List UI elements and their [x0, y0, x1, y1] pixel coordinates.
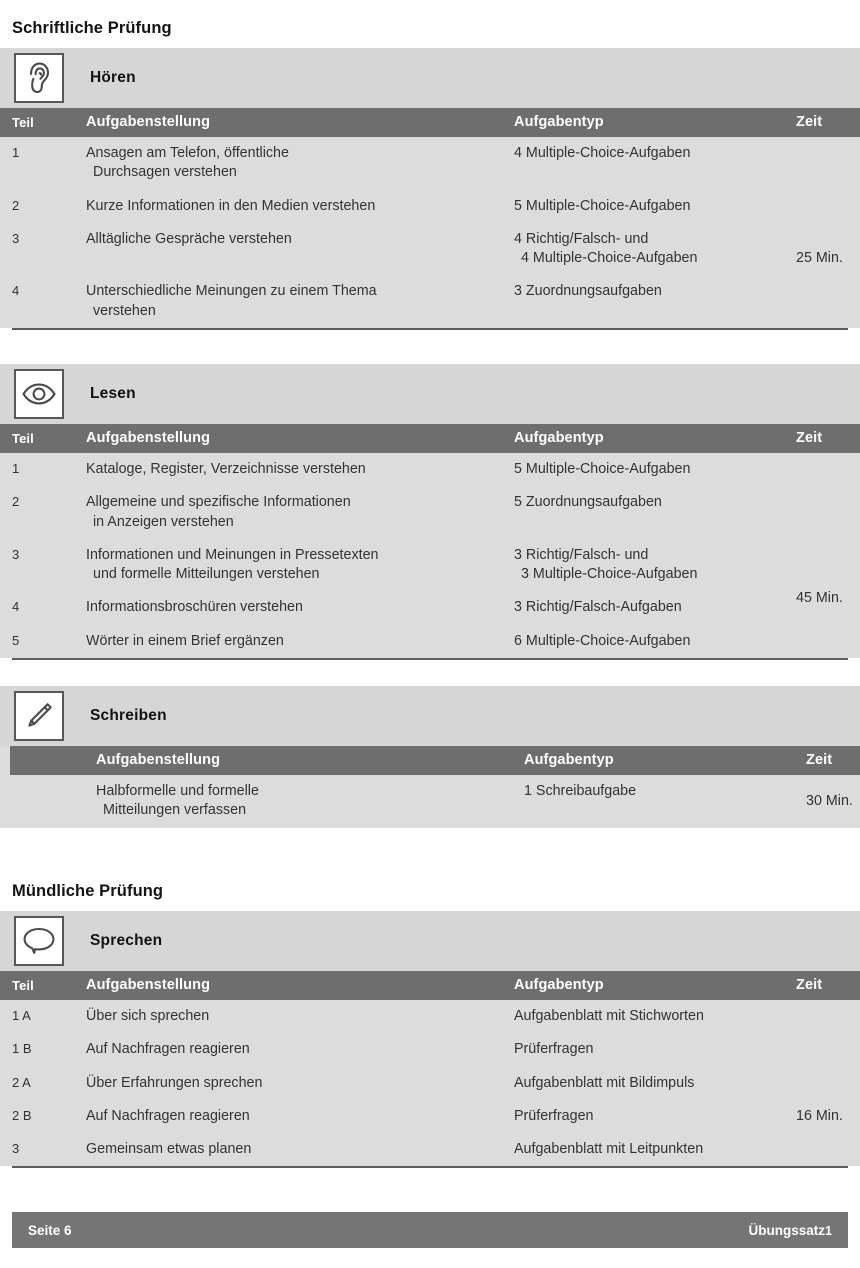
oral-exam-title: Mündliche Prüfung — [12, 882, 164, 900]
task-line: und formelle Mitteilungen verstehen — [93, 566, 320, 583]
cell-teil: 2 A — [0, 1067, 86, 1100]
cell-aufgabentyp — [514, 486, 796, 539]
cell-teil: 3 — [0, 1133, 86, 1166]
table-row — [0, 275, 860, 328]
table-hoeren — [0, 108, 860, 328]
task-line: Über sich sprechen — [86, 1008, 210, 1024]
table-bottom-rule — [12, 328, 848, 330]
cell-aufgabenstellung — [86, 1000, 514, 1033]
cell-aufgabentyp — [514, 137, 796, 190]
cell-aufgabenstellung — [86, 539, 514, 592]
table-row — [0, 1000, 860, 1033]
table-row — [0, 1067, 860, 1100]
skill-name-schreiben: Schreiben — [90, 707, 167, 724]
type-line: 5 Multiple-Choice-Aufgaben — [514, 197, 691, 214]
footer-set-label: Übungssatz — [748, 1222, 826, 1238]
column-header-zeit: Zeit — [796, 108, 860, 137]
column-header-zeit: Zeit — [796, 971, 860, 1000]
table-row — [0, 539, 860, 592]
table-header-row — [0, 108, 860, 137]
cell-aufgabentyp — [514, 1033, 796, 1066]
task-line: Kataloge, Register, Verzeichnisse verstehen — [86, 461, 366, 477]
cell-aufgabenstellung — [86, 591, 514, 624]
cell-aufgabenstellung — [86, 190, 514, 223]
task-line: Alltägliche Gespräche verstehen — [86, 230, 292, 247]
skill-header-schreiben — [0, 686, 860, 746]
cell-teil: 3 — [0, 539, 86, 592]
column-header-teil: Teil — [0, 424, 86, 453]
type-line: 3 Zuordnungsaufgaben — [514, 283, 662, 300]
table-row — [0, 223, 860, 276]
footer-set — [749, 1223, 832, 1238]
table-row — [0, 1100, 860, 1133]
table-header-row — [0, 971, 860, 1000]
cell-aufgabentyp — [514, 453, 796, 486]
task-line: Gemeinsam etwas planen — [86, 1141, 252, 1158]
cell-aufgabenstellung — [86, 137, 514, 190]
table-lesen — [0, 424, 860, 658]
table-row — [0, 1133, 860, 1166]
column-header-zeit: Zeit — [806, 746, 860, 775]
cell-teil: 1 — [0, 137, 86, 190]
task-line: Wörter in einem Brief ergänzen — [86, 632, 284, 649]
type-line: 4 Richtig/Falsch- und — [514, 230, 649, 247]
column-header-aufgabentyp: Aufgabentyp — [514, 108, 796, 137]
cell-teil: 5 — [0, 625, 86, 658]
footer-set-number: 1 — [825, 1223, 832, 1238]
table-row — [0, 1033, 860, 1066]
cell-teil: 1 B — [0, 1033, 86, 1066]
table-row — [0, 625, 860, 658]
column-header-aufgabentyp: Aufgabentyp — [514, 424, 796, 453]
cell-teil: 3 — [0, 223, 86, 276]
cell-teil: 1 A — [0, 1000, 86, 1033]
skill-header-lesen — [0, 364, 860, 424]
task-line: Auf Nachfragen reagieren — [86, 1041, 250, 1058]
table-header-row — [10, 746, 860, 775]
cell-aufgabentyp — [524, 775, 806, 828]
table-row — [0, 190, 860, 223]
cell-zeit: 30 Min. — [806, 775, 860, 828]
cell-aufgabentyp — [514, 275, 796, 328]
cell-aufgabenstellung — [86, 486, 514, 539]
task-line: in Anzeigen verstehen — [93, 513, 234, 530]
task-line: verstehen — [93, 302, 156, 319]
cell-aufgabentyp — [514, 1100, 796, 1133]
page-footer — [12, 1212, 848, 1248]
skill-name-lesen: Lesen — [90, 385, 136, 402]
column-header-aufgabenstellung: Aufgabenstellung — [86, 108, 514, 137]
skill-name-sprechen: Sprechen — [90, 932, 163, 949]
cell-zeit-empty — [796, 1033, 860, 1066]
type-line: 5 Multiple-Choice-Aufgaben — [514, 461, 691, 477]
table-bottom-rule — [12, 1166, 848, 1168]
cell-teil: 2 — [0, 486, 86, 539]
speech-bubble-icon — [14, 916, 64, 966]
cell-aufgabenstellung — [86, 1067, 514, 1100]
table-bottom-rule — [12, 658, 848, 660]
task-line: Kurze Informationen in den Medien verstehen — [86, 197, 376, 214]
type-line: 5 Zuordnungsaufgaben — [514, 494, 662, 511]
cell-aufgabenstellung — [86, 1033, 514, 1066]
column-header-teil: Teil — [0, 108, 86, 137]
task-line: Informationen und Meinungen in Pressetexten — [86, 546, 379, 563]
skill-name-hoeren: Hören — [90, 69, 136, 86]
type-line: 3 Richtig/Falsch- und — [514, 546, 649, 563]
type-line: 1 Schreibaufgabe — [524, 783, 637, 799]
cell-teil: 2 — [0, 190, 86, 223]
table-row — [10, 775, 860, 828]
eye-icon — [14, 369, 64, 419]
cell-aufgabentyp — [514, 1000, 796, 1033]
section-sprechen — [0, 911, 860, 1168]
cell-teil: 1 — [0, 453, 86, 486]
cell-aufgabentyp — [514, 1133, 796, 1166]
type-line: Aufgabenblatt mit Bildimpuls — [514, 1074, 695, 1091]
table-row — [0, 137, 860, 190]
type-line: Aufgabenblatt mit Leitpunkten — [514, 1141, 704, 1158]
type-line: 4 Multiple-Choice-Aufgaben — [514, 145, 691, 161]
column-header-zeit: Zeit — [796, 424, 860, 453]
column-header-teil: Teil — [0, 971, 86, 1000]
table-row — [0, 591, 860, 624]
cell-teil: 4 — [0, 275, 86, 328]
cell-teil: 2 B — [0, 1100, 86, 1133]
task-line: Durchsagen verstehen — [93, 164, 237, 181]
type-line: Prüferfragen — [514, 1041, 594, 1058]
table-header-row — [0, 424, 860, 453]
cell-aufgabenstellung — [96, 775, 524, 828]
cell-aufgabentyp — [514, 1067, 796, 1100]
type-line: 3 Multiple-Choice-Aufgaben — [521, 566, 698, 583]
cell-aufgabenstellung — [86, 223, 514, 276]
section-schreiben — [0, 686, 860, 828]
column-header-aufgabenstellung: Aufgabenstellung — [96, 746, 524, 775]
type-line: Aufgabenblatt mit Stichworten — [514, 1008, 704, 1024]
table-sprechen — [0, 971, 860, 1166]
cell-aufgabenstellung — [86, 275, 514, 328]
task-line: Informationsbroschüren verstehen — [86, 599, 303, 616]
cell-aufgabenstellung — [86, 1133, 514, 1166]
cell-aufgabentyp — [514, 223, 796, 276]
cell-zeit: 25 Min. — [796, 190, 860, 328]
cell-zeit-empty — [796, 137, 860, 190]
column-header-teil-empty — [10, 746, 96, 775]
skill-header-hoeren — [0, 48, 860, 108]
table-schreiben — [10, 746, 860, 828]
task-line: Mitteilungen verfassen — [103, 802, 247, 819]
cell-zeit-empty — [796, 486, 860, 539]
type-line: Prüferfragen — [514, 1107, 594, 1124]
table-wrapper-schreiben — [0, 746, 860, 828]
table-row — [0, 453, 860, 486]
cell-teil: 4 — [0, 591, 86, 624]
cell-aufgabenstellung — [86, 453, 514, 486]
column-header-aufgabenstellung: Aufgabenstellung — [86, 971, 514, 1000]
task-line: Allgemeine und spezifische Informationen — [86, 494, 351, 511]
cell-aufgabentyp — [514, 190, 796, 223]
cell-aufgabenstellung — [86, 1100, 514, 1133]
cell-aufgabentyp — [514, 591, 796, 624]
footer-page-label: Seite 6 — [28, 1222, 72, 1238]
task-line: Ansagen am Telefon, öffentliche — [86, 145, 289, 161]
type-line: 4 Multiple-Choice-Aufgaben — [521, 250, 698, 267]
cell-aufgabenstellung — [86, 625, 514, 658]
task-line: Halbformelle und formelle — [96, 783, 259, 799]
task-line: Auf Nachfragen reagieren — [86, 1107, 250, 1124]
cell-teil — [10, 775, 96, 828]
cell-zeit-empty — [796, 453, 860, 486]
type-line: 6 Multiple-Choice-Aufgaben — [514, 632, 691, 649]
cell-aufgabentyp — [514, 539, 796, 592]
skill-header-sprechen — [0, 911, 860, 971]
column-header-aufgabentyp: Aufgabentyp — [514, 971, 796, 1000]
type-line: 3 Richtig/Falsch-Aufgaben — [514, 599, 682, 616]
written-exam-title: Schriftliche Prüfung — [12, 19, 172, 37]
section-lesen — [0, 364, 860, 660]
cell-aufgabentyp — [514, 625, 796, 658]
cell-zeit: 16 Min. — [796, 1067, 860, 1167]
column-header-aufgabentyp: Aufgabentyp — [524, 746, 806, 775]
cell-zeit: 45 Min. — [796, 539, 860, 658]
ear-icon — [14, 53, 64, 103]
table-row — [0, 486, 860, 539]
cell-zeit-empty — [796, 1000, 860, 1033]
task-line: Unterschiedliche Meinungen zu einem Thema — [86, 283, 377, 300]
section-hoeren — [0, 48, 860, 330]
task-line: Über Erfahrungen sprechen — [86, 1074, 263, 1091]
pencil-icon — [14, 691, 64, 741]
column-header-aufgabenstellung: Aufgabenstellung — [86, 424, 514, 453]
